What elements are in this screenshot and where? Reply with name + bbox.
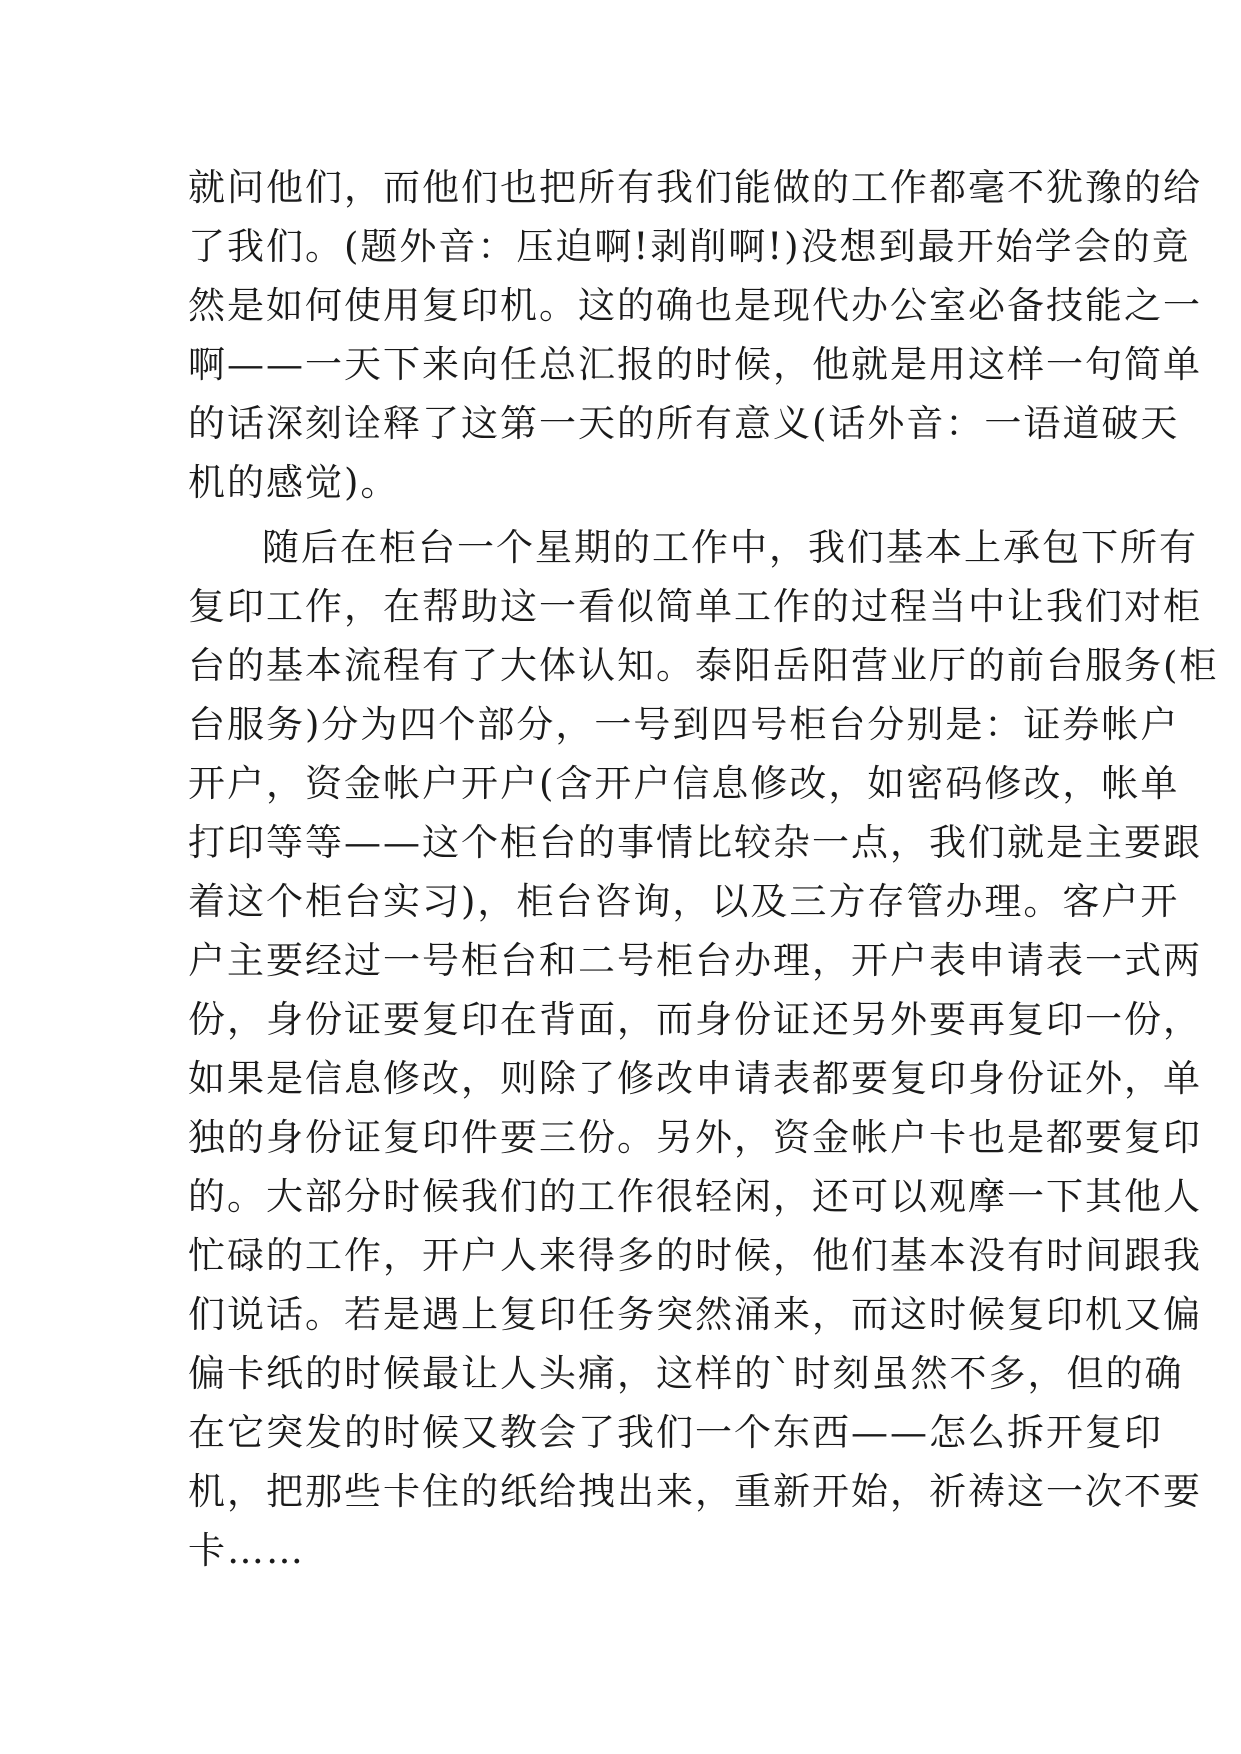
text-line: 开户，资金帐户开户(含开户信息修改，如密码修改，帐单: [188, 762, 1180, 805]
text-line: 的。大部分时候我们的工作很轻闲，还可以观摩一下其他人: [188, 1175, 1202, 1218]
text-line: 机的感觉)。: [188, 461, 400, 504]
text-line: 台的基本流程有了大体认知。泰阳岳阳营业厅的前台服务(柜: [188, 644, 1219, 687]
text-line: 在它突发的时候又教会了我们一个东西——怎么拆开复印: [188, 1411, 1163, 1454]
text-line: 台服务)分为四个部分，一号到四号柜台分别是：证券帐户: [188, 703, 1180, 746]
text-line: 机，把那些卡住的纸给拽出来，重新开始，祈祷这一次不要: [188, 1470, 1202, 1513]
text-line: 份，身份证要复印在背面，而身份证还另外要再复印一份，: [188, 998, 1202, 1041]
text-line: 了我们。(题外音：压迫啊!剥削啊!)没想到最开始学会的竟: [188, 225, 1191, 268]
text-line: 打印等等——这个柜台的事情比较杂一点，我们就是主要跟: [188, 821, 1202, 864]
text-line: 独的身份证复印件要三份。另外，资金帐户卡也是都要复印: [188, 1116, 1202, 1159]
text-line: 的话深刻诠释了这第一天的所有意义(话外音：一语道破天: [188, 402, 1180, 445]
text-line: 复印工作，在帮助这一看似简单工作的过程当中让我们对柜: [188, 585, 1202, 628]
text-line: 偏卡纸的时候最让人头痛，这样的`时刻虽然不多，但的确: [188, 1352, 1184, 1395]
text-line: 啊——一天下来向任总汇报的时候，他就是用这样一句简单: [188, 343, 1202, 386]
text-line: 忙碌的工作，开户人来得多的时候，他们基本没有时间跟我: [188, 1234, 1202, 1277]
text-line: 然是如何使用复印机。这的确也是现代办公室必备技能之一: [188, 284, 1202, 327]
text-line: 着这个柜台实习)，柜台咨询，以及三方存管办理。客户开: [188, 880, 1180, 923]
text-line: 就问他们，而他们也把所有我们能做的工作都毫不犹豫的给: [188, 166, 1202, 209]
text-line: 随后在柜台一个星期的工作中，我们基本上承包下所有: [262, 526, 1198, 569]
text-line: 户主要经过一号柜台和二号柜台办理，开户表申请表一式两: [188, 939, 1202, 982]
text-line: 卡……: [188, 1529, 305, 1572]
paragraph-1: [188, 158, 1202, 512]
paragraph-2: [188, 518, 1219, 1580]
text-line: 如果是信息修改，则除了修改申请表都要复印身份证外，单: [188, 1057, 1202, 1100]
text-line: 们说话。若是遇上复印任务突然涌来，而这时候复印机又偏: [188, 1293, 1202, 1336]
